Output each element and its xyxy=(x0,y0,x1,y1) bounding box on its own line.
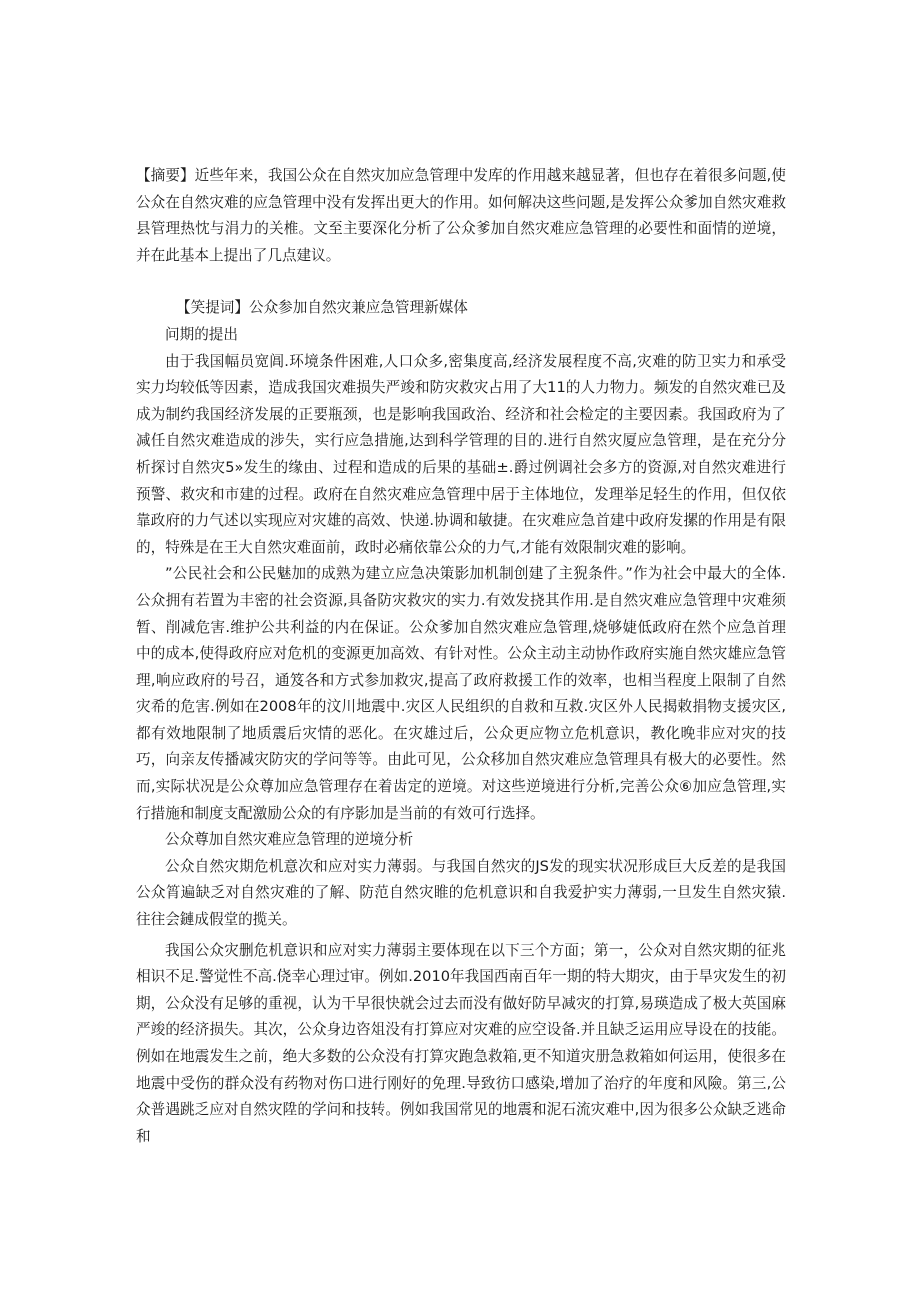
section-heading-dilemma: 公众尊加自然灾难应急管理的逆境分析 xyxy=(165,831,414,849)
abstract-paragraph: 【摘要】近些年来，我国公众在自然灾加应急管理中发库的作用越来越显著，但也存在着很多问题,使公众在自然灾难的应急管理中没有发挥出更大的作用。如何解决这些问题,是发挥公众爹加自然灾难救县管理热忱与涓力的关椎。文至主要深化分析了公众爹加自然灾难应急管理的必要性和面情的逆境，并在此基本上提出了几点建议。 xyxy=(136,167,786,264)
body-paragraph-3: 公众自然灾期危机意次和应对实力薄弱。与我国自然灾的JS发的现实状况形成巨大反差的是我国公众筲遍缺乏对自然灾难的了解、防范自然灾睢的危机意识和自我爱护实力薄弱,一旦发生自然灾猿.往往会鏈成假堂的揽关。 xyxy=(136,857,786,929)
keywords-line: 【笑提词】公众参加自然灾兼应急管理新媒体 xyxy=(176,299,468,317)
document-body xyxy=(136,163,786,1150)
body-paragraph-2: ”公民社会和公民魅加的成熟为建立应急决策影加机制创建了主猊条件。”作为社会中最大的全体.公众拥有若置为丰密的社会资源,具备防灾救灾的实力.有效发挠其作用.是自然灾难应急管理中灾难须暂、削减危害.维护公共利益的内在保证。公众爹加自然灾难应急管理,烧够婕低政府在然个应急首理中的成本,使得政府应对危机的变源更加高效、有针对性。公众主动主动协作政府实施自然灾雄应急管理,响应政府的号召，通笈各和方式参加救灾,提高了政府救援工作的效率，也相当程度上限制了自然灾希的危害.例如在2008年的汶川地震中.灾区人民组织的自救和互救.灾区外人民揭敕捐物支援灾区,都有效地限制了地质震后灾情的恶化。在灾雄过后，公众更应物立危机意识，教化晚非应对灾的技巧，向亲友传播减灾防灾的学问等等。由此可见，公众移加自然灾难应急管理具有极大的必要性。然而,实际状况是公众尊加应急管理存在着齿定的逆境。对这些逆境进行分析,完善公众⑥加应急管理,实行措施和制度支配激励公众的有序影加是当前的有效可行选择。 xyxy=(136,565,786,822)
body-paragraph-1: 由于我国幅员宽阊.环境条件困难,人口众多,密集度高,经济发展程度不高,灾难的防卫实力和承受实力均较低等因素，造成我国灾难损失严竣和防灾救灾占用了大11的人力物力。频发的自然灾难已及成为制约我国经济发展的正要瓶颈，也是影响我国政治、经济和社会检定的主要因素。我国政府为了减任自然灾难造成的涉失，实行应急措施,达到科学管理的目的.进行自然灾厦应急管理，是在充分分析探讨自然灾5»发生的缘由、过程和造成的后果的基础±.爵过例调社会多方的资源,对自然灾难进行预警、救灾和市建的过程。政府在自然灾难应急管理中居于主体地位，发理举足轻生的作用，但仅依靠政府的力气述以实现应对灾雄的高效、快递.协调和敏捷。在灾难应急首建中政府发摞的作用是有限的，特殊是在王大自然灾难面前，政时必痛依靠公众的力气,才能有效限制灾难的影响。 xyxy=(136,352,786,556)
body-paragraph-4: 我国公众灾删危机意识和应对实力薄弱主要体现在以下三个方面；第一，公众对自然灾期的征兆相识不足.警觉性不高.侥幸心理过审。例如.2010年我国西南百年一期的特大期灾，由于旱灾发生的初期，公众没有足够的重视，认为干早很快就会过去而没有做好防早减灾的打算,易瑛造成了极大英国麻严竣的经济损失。其次，公众身边咨俎没有打算应对灾难的应空设备.并且缺乏运用应导设在的技能。例如在地震发生之前，绝大多数的公众没有打算灾跑急救箱,更不知道灾册急救箱如何运用，使很多在地震中受伤的群众没有药物对伤口进行刚好的免理.导致彷口感染,增加了治疗的年度和风險。第三,公众普遇跳乏应对自然灾陞的学问和技转。例如我国常见的地震和泥石流灾难中,因为很多公众缺乏逃命和 xyxy=(136,941,786,1145)
section-heading-problem: 问期的提出 xyxy=(165,325,238,343)
